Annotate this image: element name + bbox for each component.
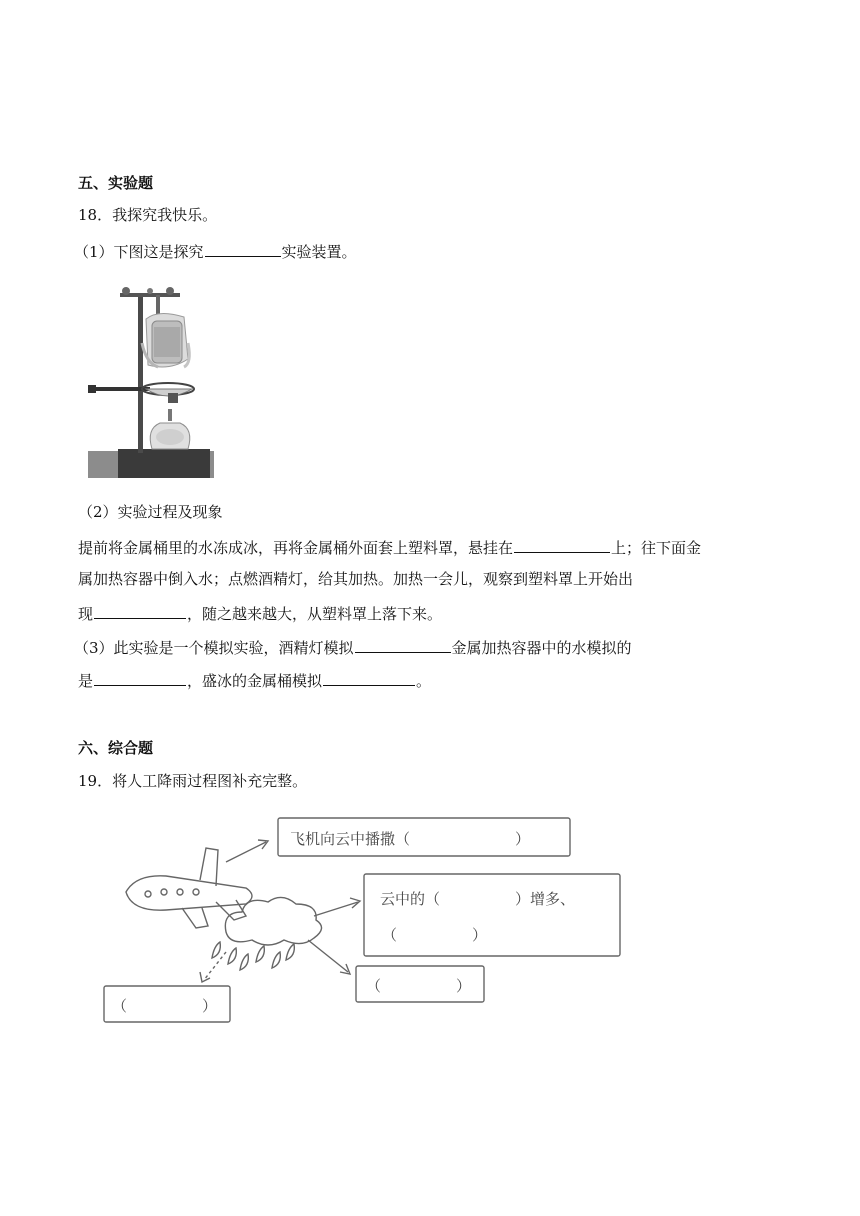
part-2-text-a: 提前将金属桶里的水冻成冰，再将金属桶外面套上塑料罩，悬挂在 [78,539,514,557]
experiment-apparatus-photo [88,279,214,478]
answer-blank[interactable] [94,602,186,619]
part-2-text-c: 现 [78,605,94,623]
part-3-text-b: 金属加热容器中的水模拟的 [451,639,632,657]
part-3-text-d: ，盛冰的金属桶模拟 [187,672,323,690]
question-18-part-2-title: （2）实验过程及现象 [78,503,223,521]
part-1-text-after: 实验装置。 [281,243,357,261]
question-18-part-3-line-1 [74,636,632,658]
diagram-label-cloud-change-2: （ ） [382,926,488,944]
part-3-text-a: （3）此实验是一个模拟实验，酒精灯模拟 [74,639,354,657]
question-18-part-3-line-2 [78,669,431,691]
question-18-part-1 [74,240,357,262]
section-heading-experiment: 五、实验题 [78,174,154,192]
question-18-part-2-line-3 [78,602,442,624]
part-2-text-d: ，随之越来越大，从塑料罩上落下来。 [187,605,443,623]
part-3-text-c: 是 [78,672,94,690]
section-heading-comprehensive: 六、综合题 [78,739,154,757]
question-18-title: 18．我探究我快乐。 [78,206,218,224]
artificial-rain-diagram [96,812,636,1034]
answer-blank[interactable] [94,669,186,686]
question-18-part-2-line-2: 属加热容器中倒入水；点燃酒精灯，给其加热。加热一会儿，观察到塑料罩上开始出 [78,570,634,588]
answer-blank[interactable] [205,240,281,257]
question-18-part-2-line-1 [78,536,701,558]
diagram-label-seeding: 飞机向云中播撒（ ） [290,830,531,848]
part-2-text-b: 上；往下面金 [611,539,702,557]
diagram-label-cloud-change-1: 云中的（ ）增多、 [380,890,576,908]
answer-blank[interactable] [514,536,610,553]
answer-blank[interactable] [323,669,415,686]
part-1-text-before: （1）下图这是探究 [74,243,204,261]
part-3-text-e: 。 [416,672,432,690]
answer-blank[interactable] [355,636,451,653]
diagram-label-result: （ ） [366,977,472,995]
question-19-title: 19．将人工降雨过程图补充完整。 [78,772,308,790]
diagram-label-rainfall: （ ） [112,997,218,1015]
